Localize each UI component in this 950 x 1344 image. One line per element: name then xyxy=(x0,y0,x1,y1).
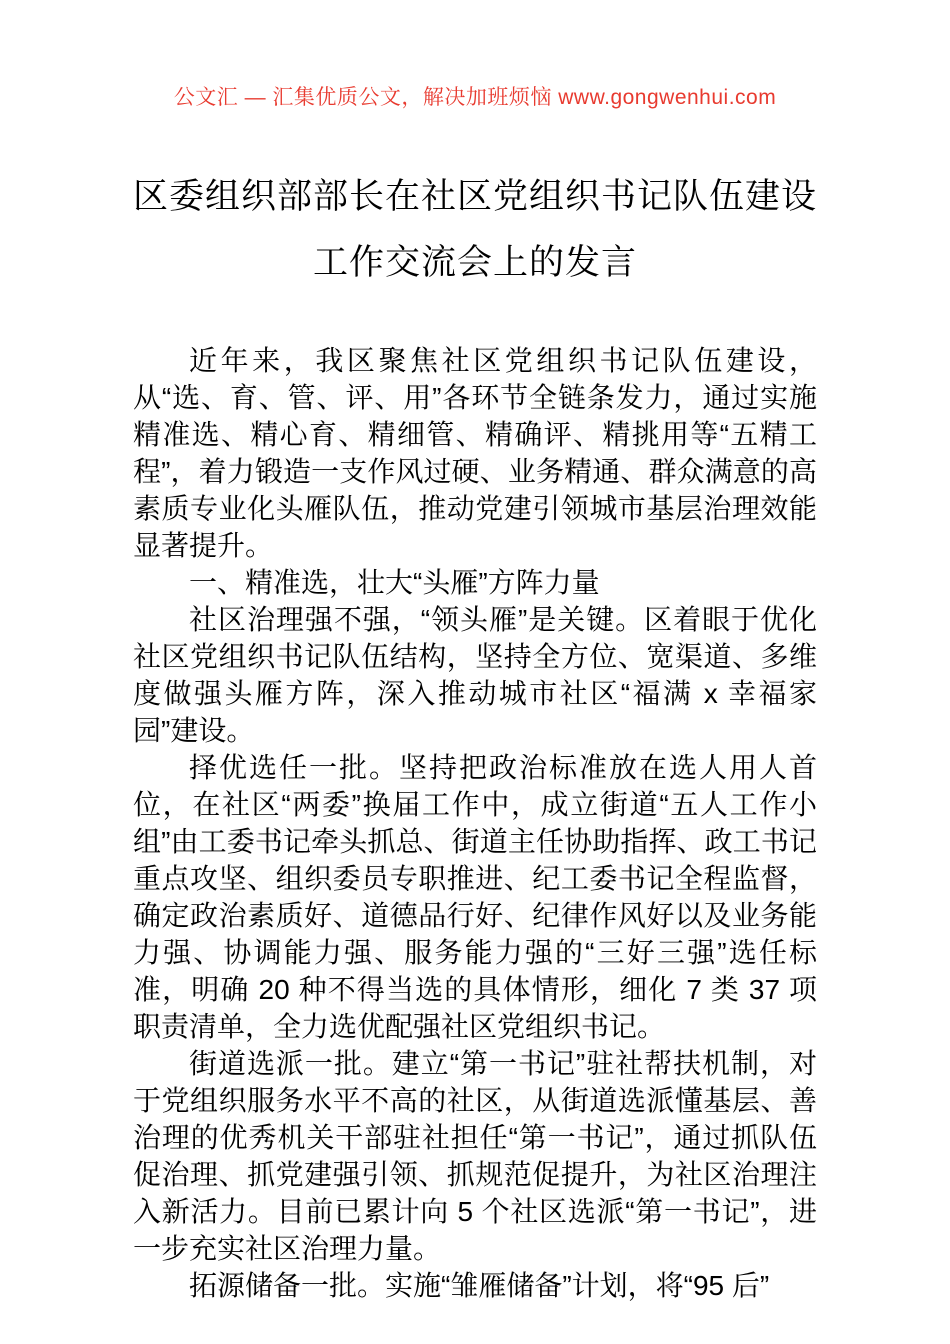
paragraph: 择优选任一批。坚持把政治标准放在选人用人首位，在社区“两委”换届工作中，成立街道“五人工作小组”由工委书记牵头抓总、街道主任协助指挥、政工书记重点攻坚、组织委员专职推进、纪工委书记全程监督，确定政治素质好、道德品行好、纪律作风好以及业务能力强、协调能力强、服务能力强的“三好三强”选任标准，明确 20 种不得当选的具体情形，细化 7 类 37 项职责清单，全力选优配强社区党组织书记。 xyxy=(133,752,817,1042)
paragraph: 社区治理强不强，“领头雁”是关键。区着眼于优化社区党组织书记队伍结构，坚持全方位、宽渠道、多维度做强头雁方阵，深入推动城市社区“福满 x 幸福家园”建设。 xyxy=(133,604,817,746)
section-heading: 一、精准选，壮大“头雁”方阵力量 xyxy=(189,567,600,598)
promo-banner-text: 公文汇 — 汇集优质公文，解决加班烦恼 www.gongwenhui.com xyxy=(173,86,777,109)
document-body xyxy=(133,342,817,1304)
paragraph: 近年来，我区聚焦社区党组织书记队伍建设，从“选、育、管、评、用”各环节全链条发力，通过实施精准选、精心育、精细管、精确评、精挑用等“五精工程”，着力锻造一支作风过硬、业务精通、群众满意的高素质专业化头雁队伍，推动党建引领城市基层治理效能显著提升。 xyxy=(133,345,817,561)
paragraph: 拓源储备一批。实施“雏雁储备”计划，将“95 后” xyxy=(189,1270,770,1301)
paragraph: 街道选派一批。建立“第一书记”驻社帮扶机制，对于党组织服务水平不高的社区，从街道选派懂基层、善治理的优秀机关干部驻社担任“第一书记”，通过抓队伍促治理、抓党建强引领、抓规范促提升，为社区治理注入新活力。目前已累计向 5 个社区选派“第一书记”，进一步充实社区治理力量。 xyxy=(133,1048,817,1264)
document-title: 区委组织部部长在社区党组织书记队伍建设工作交流会上的发言 xyxy=(132,177,817,282)
